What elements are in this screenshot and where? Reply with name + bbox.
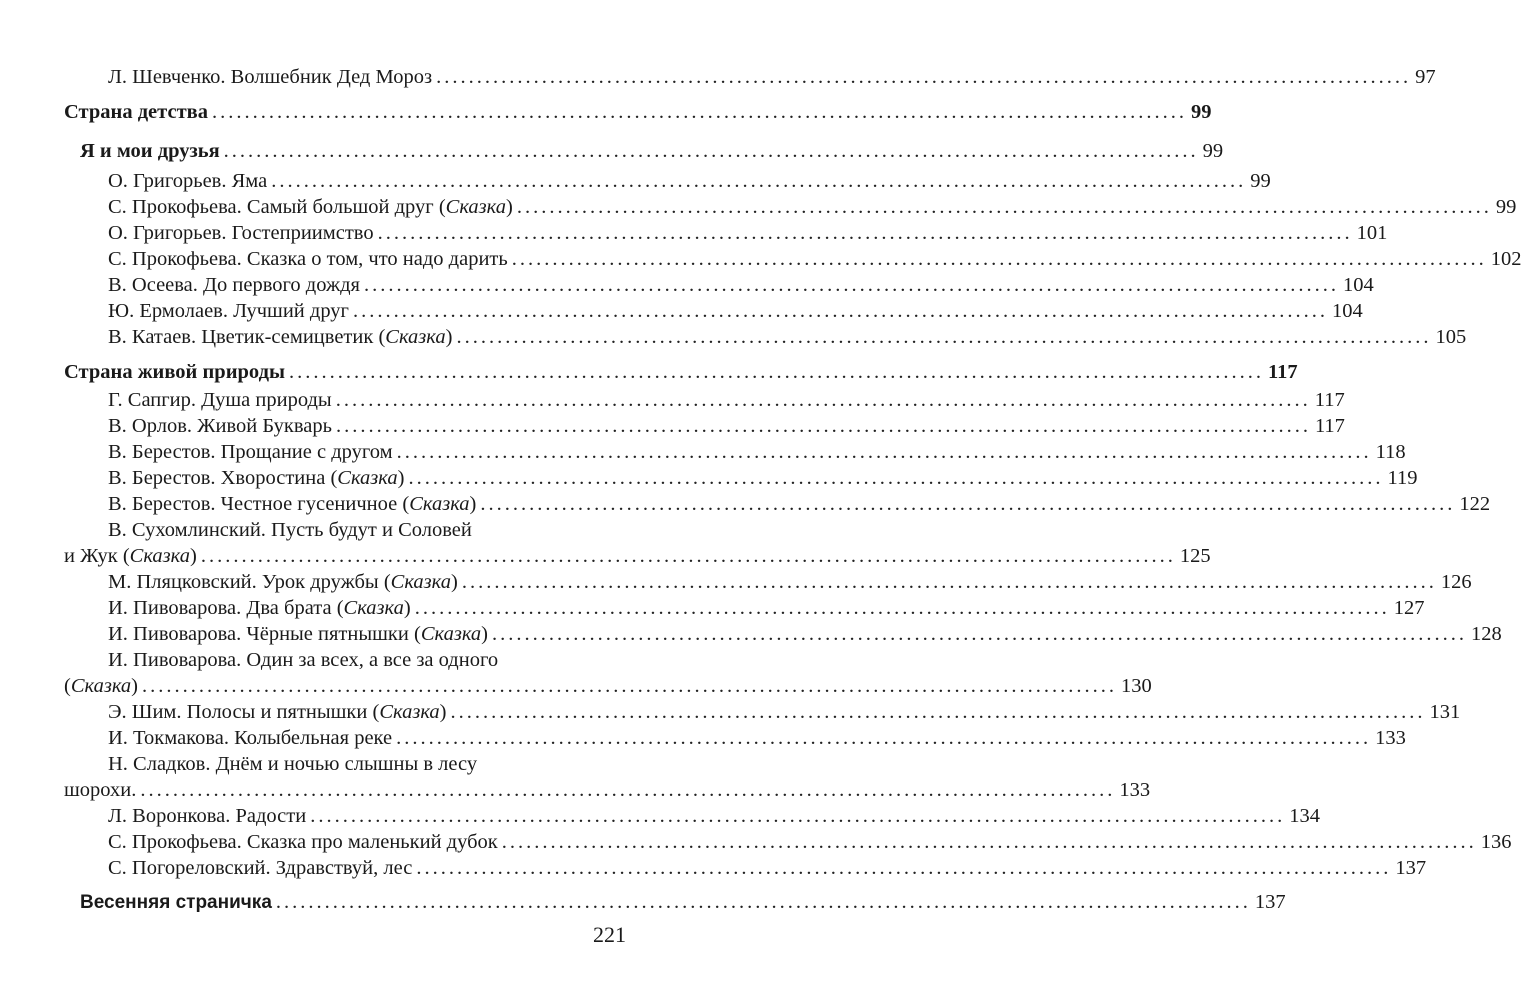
toc-entry [108,853,1427,883]
leader-dots: ........................................................................................................................ [414,597,1390,619]
entry-title: И. Токмакова. Колыбельная реке [108,727,393,749]
leader-dots: ........................................................................................................................ [461,571,1437,593]
subsection-page: 99 [1202,140,1224,162]
section-title: Страна живой природы [64,361,285,383]
leader-dots: ........................................................................................................................ [140,779,1116,801]
toc-subsection [80,136,1224,166]
entry-title: И. Пивоварова. Два брата (Сказка) [108,597,411,619]
leader-dots: ........................................................................................................................ [335,389,1311,411]
leader-dots: ........................................................................................................................ [310,805,1286,827]
toc-subsection [80,887,1286,917]
entry-title: В. Осеева. До первого дождя [108,274,360,296]
section-page: 117 [1267,361,1298,383]
entry-title: В. Орлов. Живой Букварь [108,415,332,437]
entry-page: 117 [1314,415,1345,437]
leader-dots: ........................................................................................................................ [396,441,1372,463]
entry-page: 136 [1480,831,1512,853]
entry-title: С. Прокофьева. Самый большой друг (Сказка) [108,196,513,218]
leader-dots: ........................................................................................................................ [335,415,1311,437]
leader-dots: ........................................................................................................................ [200,545,1176,567]
entry-page: 101 [1356,222,1388,244]
section-title: Страна детства [64,101,208,123]
entry-page: 99 [1495,196,1517,218]
entry-page: 133 [1119,779,1151,801]
leader-dots: ........................................................................................................................ [408,467,1384,489]
entry-page: 130 [1121,675,1152,697]
entry-first-line: В. Сухомлинский. Пусть будут и Соловей [108,519,472,541]
entry-title: М. Пляцковский. Урок дружбы (Сказка) [108,571,458,593]
entry-title: Л. Воронкова. Радости [108,805,307,827]
entry-title: и Жук (Сказка) [64,545,197,567]
entry-first-line: И. Пивоварова. Один за всех, а все за одного [108,649,499,671]
entry-page: 137 [1395,857,1427,879]
entry-title: Э. Шим. Полосы и пятнышки (Сказка) [108,701,447,723]
subsection-title: Я и мои друзья [80,140,220,162]
entry-first-line: Н. Сладков. Днём и ночью слышны в лесу [108,753,478,775]
entry-title: В. Берестов. Хворостина (Сказка) [108,467,405,489]
entry-title: И. Пивоварова. Чёрные пятнышки (Сказка) [108,623,488,645]
subsection-page: 137 [1254,891,1286,913]
entry-page: 118 [1375,441,1406,463]
entry-page: 102 [1490,248,1522,270]
entry-title: В. Катаев. Цветик-семицветик (Сказка) [108,326,453,348]
entry-title: О. Григорьев. Гостеприимство [108,222,374,244]
entry-page: 104 [1331,300,1363,322]
leader-dots: ........................................................................................................................ [516,196,1492,218]
leader-dots: ........................................................................................................................ [416,857,1392,879]
entry-page: 127 [1393,597,1425,619]
entry-page: 128 [1470,623,1502,645]
leader-dots: ........................................................................................................................ [352,300,1328,322]
toc-entry [108,62,1436,92]
leader-dots: ........................................................................................................................ [436,66,1412,88]
entry-page: 125 [1179,545,1211,567]
entry-title: Г. Сапгир. Душа природы [108,389,332,411]
entry-title: шорохи. [64,779,137,801]
entry-title: С. Прокофьева. Сказка про маленький дубок [108,831,498,853]
leader-dots: ........................................................................................................................ [363,274,1339,296]
leader-dots: ........................................................................................................................ [223,140,1199,162]
entry-title: О. Григорьев. Яма [108,170,268,192]
entry-title: (Сказка) [64,675,138,697]
leader-dots: ........................................................................................................................ [511,248,1487,270]
leader-dots: ........................................................................................................................ [271,170,1247,192]
entry-page: 126 [1440,571,1472,593]
entry-page: 122 [1459,493,1491,515]
leader-dots: ........................................................................................................................ [142,675,1117,697]
toc-entry [108,322,1467,352]
entry-title: С. Погореловский. Здравствуй, лес [108,857,413,879]
entry-title: В. Берестов. Честное гусеничное (Сказка) [108,493,477,515]
entry-page: 104 [1342,274,1374,296]
leader-dots: ........................................................................................................................ [396,727,1372,749]
subsection-title: Весенняя страничка [80,892,272,913]
leader-dots: ........................................................................................................................ [501,831,1477,853]
entry-title: В. Берестов. Прощание с другом [108,441,393,463]
entry-page: 131 [1429,701,1461,723]
entry-page: 105 [1435,326,1467,348]
entry-title: Ю. Ермолаев. Лучший друг [108,300,349,322]
entry-page: 97 [1415,66,1436,88]
toc-section [64,357,1298,387]
toc-section [64,97,1212,127]
leader-dots: ........................................................................................................................ [377,222,1353,244]
leader-dots: ........................................................................................................................ [288,361,1264,383]
leader-dots: ........................................................................................................................ [456,326,1432,348]
leader-dots: ........................................................................................................................ [480,493,1456,515]
section-page: 99 [1190,101,1212,123]
entry-page: 134 [1289,805,1320,827]
entry-title: С. Прокофьева. Сказка о том, что надо дарить [108,248,508,270]
leader-dots: ........................................................................................................................ [211,101,1187,123]
entry-page: 99 [1250,170,1271,192]
leader-dots: ........................................................................................................................ [450,701,1426,723]
entry-page: 117 [1314,389,1345,411]
entry-page: 119 [1387,467,1418,489]
leader-dots: ........................................................................................................................ [275,891,1251,913]
page-number: 221 [593,922,626,947]
entry-title: Л. Шевченко. Волшебник Дед Мороз [108,66,433,88]
leader-dots: ........................................................................................................................ [491,623,1467,645]
entry-page: 133 [1375,727,1406,749]
